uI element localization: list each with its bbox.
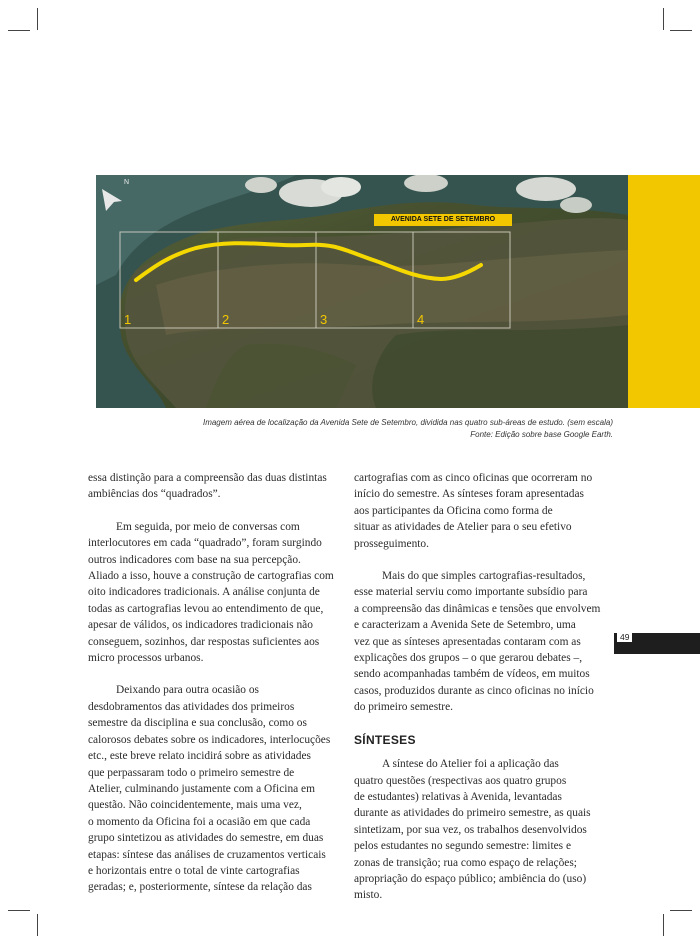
line: do primeiro semestre. [354, 701, 454, 714]
line: questão. Não coincidentemente, mais uma vez, [88, 799, 302, 812]
aerial-map-image [96, 175, 628, 408]
crop-mark [670, 910, 692, 911]
paragraph [354, 756, 606, 904]
caption-source: Fonte: Edição sobre base Google Earth. [470, 430, 613, 439]
line: geradas; e, posteriormente, síntese da relação das [88, 881, 312, 894]
line: o momento da Oficina foi a ocasião em que cada [88, 815, 311, 828]
crop-mark [670, 30, 692, 31]
paragraph [354, 470, 606, 552]
crop-mark [663, 914, 664, 936]
quadrant-label-1: 1 [124, 312, 132, 327]
crop-mark [8, 30, 30, 31]
line: esse material serviu como importante subsídio para [354, 586, 588, 599]
paragraph [88, 682, 348, 895]
line: oito indicadores tradicionais. A análise conjunta de [88, 586, 320, 599]
quadrant-label-4: 4 [417, 312, 425, 327]
line: de estudantes) relativas à Avenida, levantadas [354, 790, 562, 803]
line: cartografias com as cinco oficinas que ocorreram no [354, 472, 593, 484]
quadrant-label-2: 2 [222, 312, 230, 327]
line: desdobramentos das atividades dos primeiros [88, 700, 295, 713]
line: Atelier, culminando justamente com a Oficina em [88, 782, 315, 795]
line: e caracterizam a Avenida Sete de Setembro, uma [354, 619, 576, 632]
crop-mark [8, 910, 30, 911]
crop-mark [37, 914, 38, 936]
crop-mark [37, 8, 38, 30]
line: quatro questões (respectivas aos quatro grupos [354, 774, 567, 787]
line: ambiências dos “quadrados”. [88, 488, 221, 501]
line: zonas de transição; rua como espaço de relações; [354, 856, 577, 869]
line: apropriação do espaço público; ambiência do (uso) [354, 872, 587, 885]
paragraph [88, 470, 348, 503]
line: prosseguimento. [354, 537, 429, 550]
line: Em seguida, por meio de conversas com [116, 520, 300, 533]
line: micro processos urbanos. [88, 652, 204, 665]
line: todas as cartografias levou ao entendimento de que, [88, 602, 324, 615]
line: durante as atividades do primeiro semestre, as quais [354, 807, 591, 820]
paragraph [354, 568, 606, 716]
line: Aliado a isso, houve a construção de cartografias com [88, 570, 334, 583]
line: Deixando para outra ocasião os [116, 684, 259, 697]
line: etapas: síntese das análises de cruzamentos verticais [88, 848, 326, 861]
crop-mark [663, 8, 664, 30]
avenue-label: AVENIDA SETE DE SETEMBRO [374, 214, 512, 226]
line: essa distinção para a compreensão das duas distintas [88, 472, 327, 484]
line: e horizontais entre o total de vinte cartografias [88, 864, 300, 877]
text-column-right [354, 470, 606, 904]
line: sintetizam, por sua vez, os trabalhos desenvolvidos [354, 823, 587, 836]
line: situar as atividades de Atelier para o seu efetivo [354, 521, 572, 534]
line: Mais do que simples cartografias-resultados, [382, 570, 586, 583]
line: conseguem, sozinhos, dar respostas suficientes aos [88, 635, 320, 648]
line: grupo sintetizou as atividades do semestre, em duas [88, 832, 324, 845]
text-column-left [88, 470, 348, 896]
line: A síntese do Atelier foi a aplicação das [382, 758, 559, 771]
line: aos participantes da Oficina como forma de [354, 504, 553, 517]
line: misto. [354, 889, 383, 902]
line: sendo acompanhadas também de vídeos, em muitos [354, 668, 590, 681]
line: casos, produzidos durante as cinco oficinas no início [354, 684, 594, 697]
line: explicações dos grupos – o que gerarou debates –, [354, 652, 583, 665]
line: que perpassaram todo o primeiro semestre de [88, 766, 295, 779]
quadrant-label-3: 3 [320, 312, 328, 327]
line: semestre da disciplina e sua conclusão, como os [88, 717, 307, 730]
line: calorosos debates sobre os indicadores, interlocuções [88, 733, 331, 746]
page-number: 49 [617, 632, 632, 642]
line: início do semestre. As sínteses foram apresentadas [354, 488, 584, 501]
yellow-side-band [628, 175, 700, 408]
line: vez que as sínteses apresentadas contaram com as [354, 635, 581, 648]
line: outros indicadores com base na sua percepção. [88, 553, 301, 566]
figure-caption [153, 417, 613, 441]
aerial-map-drawing [96, 175, 628, 408]
line: a compreensão das dinâmicas e tensões que envolvem [354, 602, 601, 615]
line: pelos estudantes no segundo semestre: limites e [354, 840, 572, 853]
line: interlocutores em cada “quadrado”, foram surgindo [88, 537, 322, 550]
line: apesar de válidos, os indicadores tradicionais não [88, 619, 313, 632]
line: etc., este breve relato incidirá sobre as atividades [88, 750, 311, 763]
north-label: N [124, 179, 130, 186]
caption-line: Imagem aérea de localização da Avenida Sete de Setembro, dividida nas quatro sub-áreas de estudo. (sem escala) [202, 418, 613, 427]
section-heading: SÍNTESES [354, 732, 416, 747]
paragraph [88, 519, 348, 667]
